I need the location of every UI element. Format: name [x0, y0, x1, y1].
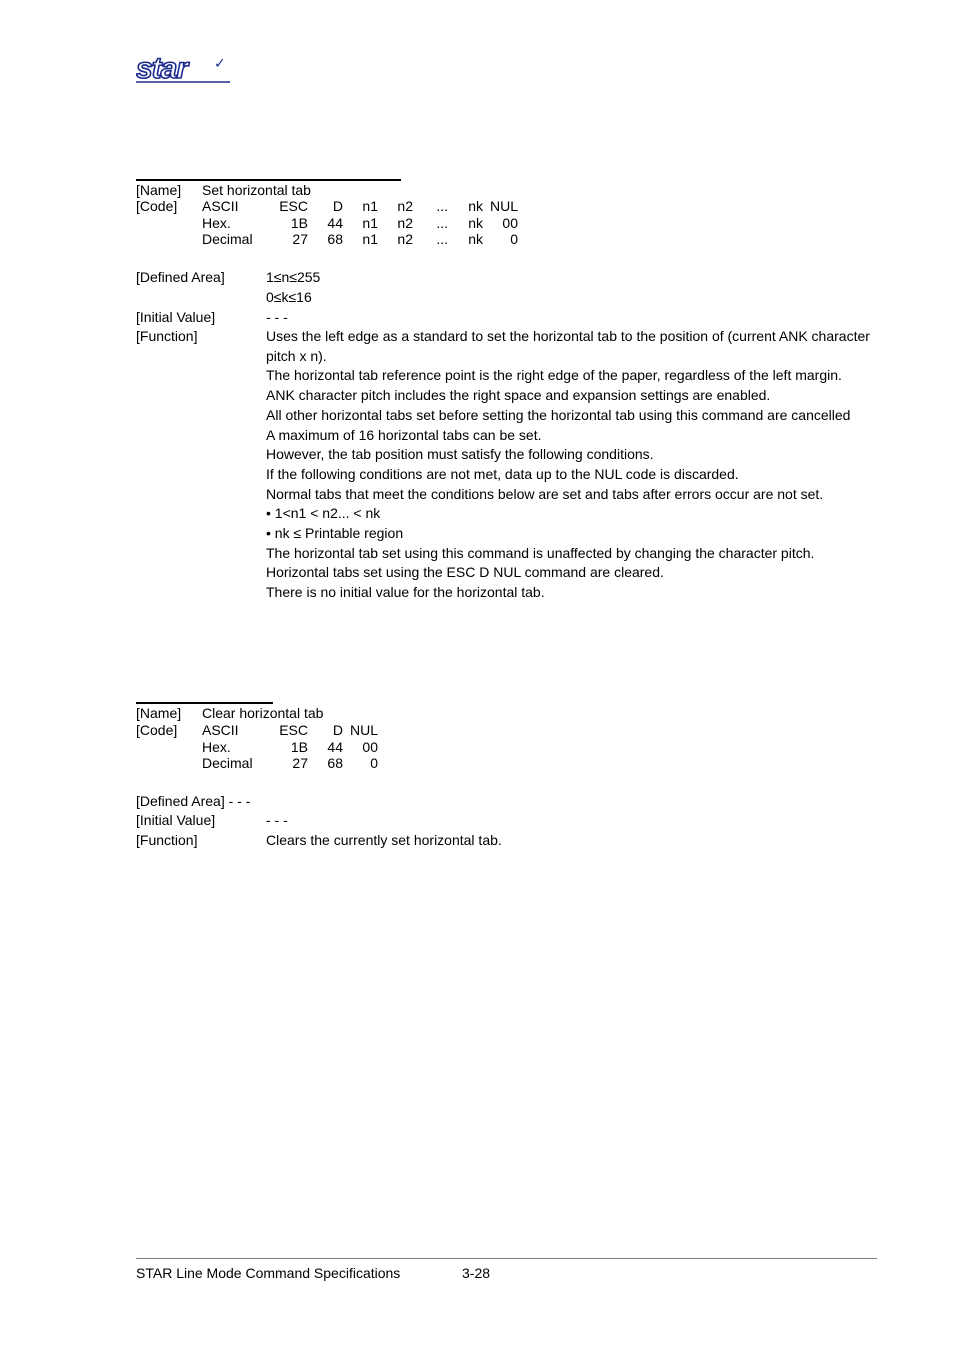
- function-line: Horizontal tabs set using the ESC D NUL command are cleared.: [266, 564, 664, 581]
- code-cell: n1: [362, 198, 378, 214]
- code-cell: 1B: [290, 739, 308, 755]
- code-cell: n1: [362, 215, 378, 231]
- code-cell: 1B: [290, 215, 308, 231]
- function-line: Uses the left edge as a standard to set the horizontal tab to the position of (current ANK character: [266, 328, 870, 344]
- initial-value-label-1: [Initial Value]: [136, 309, 216, 325]
- star-logo-text: star: [136, 54, 188, 84]
- code-cell: NUL: [489, 198, 518, 214]
- code-cell: D: [332, 722, 343, 738]
- function-line: • nk ≤ Printable region: [266, 525, 404, 542]
- function-line: All other horizontal tabs set before setting the horizontal tab using this command are cancelled: [266, 406, 851, 423]
- function-line: If the following conditions are not met, data up to the NUL code is discarded.: [266, 465, 739, 482]
- code-row-label: ASCII: [202, 722, 239, 738]
- initial-value-1: - - -: [266, 309, 288, 325]
- star-logo-mark: ✓: [214, 56, 226, 72]
- code-label-1: [Code]: [136, 198, 178, 214]
- function-line: Normal tabs that meet the conditions below are set and tabs after errors occur are not set.: [266, 485, 824, 502]
- code-cell: 0: [370, 755, 378, 771]
- code-row-label: Decimal: [202, 755, 253, 771]
- code-row-label: ASCII: [202, 198, 239, 214]
- function-line: pitch x n).: [266, 347, 327, 364]
- section-rule-2: [136, 702, 273, 704]
- star-logo: [136, 54, 232, 84]
- code-cell: 68: [327, 755, 343, 771]
- initial-value-2: - - -: [266, 812, 288, 828]
- code-row-label: Hex.: [202, 739, 231, 755]
- defined-area-label-1: [Defined Area]: [136, 269, 225, 285]
- name-label-2: [Name]: [136, 705, 182, 721]
- code-cell: ...: [436, 215, 448, 231]
- code-cell: n2: [397, 231, 413, 247]
- code-cell: nk: [468, 231, 483, 247]
- code-cell: n2: [397, 215, 413, 231]
- name-label-1: [Name]: [136, 182, 182, 198]
- function-line: However, the tab position must satisfy the following conditions.: [266, 446, 654, 463]
- code-cell: ...: [436, 198, 448, 214]
- section-rule-1: [136, 179, 401, 181]
- command-name-1: Set horizontal tab: [202, 182, 311, 198]
- function-line: The horizontal tab reference point is the right edge of the paper, regardless of the left margin.: [266, 367, 842, 384]
- function-label-1: [Function]: [136, 328, 198, 344]
- code-cell: 00: [362, 739, 378, 755]
- function-label-2: [Function]: [136, 832, 198, 848]
- code-cell: nk: [468, 215, 483, 231]
- code-cell: NUL: [349, 722, 378, 738]
- defined-area-label-2: [Defined Area] - - -: [136, 793, 251, 809]
- code-cell: D: [332, 198, 343, 214]
- code-cell: n1: [362, 231, 378, 247]
- footer-rule: [136, 1258, 877, 1259]
- function-text-1: [266, 327, 906, 603]
- code-cell: 27: [292, 755, 308, 771]
- footer-title: STAR Line Mode Command Specifications: [136, 1265, 401, 1281]
- code-row-label: Decimal: [202, 231, 253, 247]
- code-cell: 27: [292, 231, 308, 247]
- command-name-2: Clear horizontal tab: [202, 705, 324, 721]
- code-label-2: [Code]: [136, 722, 178, 738]
- function-line: A maximum of 16 horizontal tabs can be set.: [266, 426, 542, 443]
- function-line: Clears the currently set horizontal tab.: [266, 832, 502, 848]
- code-cell: n2: [397, 198, 413, 214]
- code-cell: ESC: [279, 722, 308, 738]
- function-line: The horizontal tab set using this command is unaffected by changing the character pitch.: [266, 544, 815, 561]
- function-line: ANK character pitch includes the right space and expansion settings are enabled.: [266, 387, 771, 404]
- code-cell: 44: [327, 215, 343, 231]
- code-cell: nk: [468, 198, 483, 214]
- page-number: 3-28: [462, 1265, 491, 1281]
- function-line: • 1<n1 < n2... < nk: [266, 505, 381, 522]
- code-cell: 68: [327, 231, 343, 247]
- function-line: There is no initial value for the horizontal tab.: [266, 584, 545, 601]
- code-cell: ESC: [279, 198, 308, 214]
- defined-area-value: 0≤k≤16: [266, 289, 312, 305]
- code-cell: 00: [502, 215, 518, 231]
- code-row-label: Hex.: [202, 215, 231, 231]
- code-cell: 44: [327, 739, 343, 755]
- code-cell: ...: [436, 231, 448, 247]
- initial-value-label-2: [Initial Value]: [136, 812, 216, 828]
- code-cell: 0: [510, 231, 518, 247]
- defined-area-value: 1≤n≤255: [266, 269, 321, 285]
